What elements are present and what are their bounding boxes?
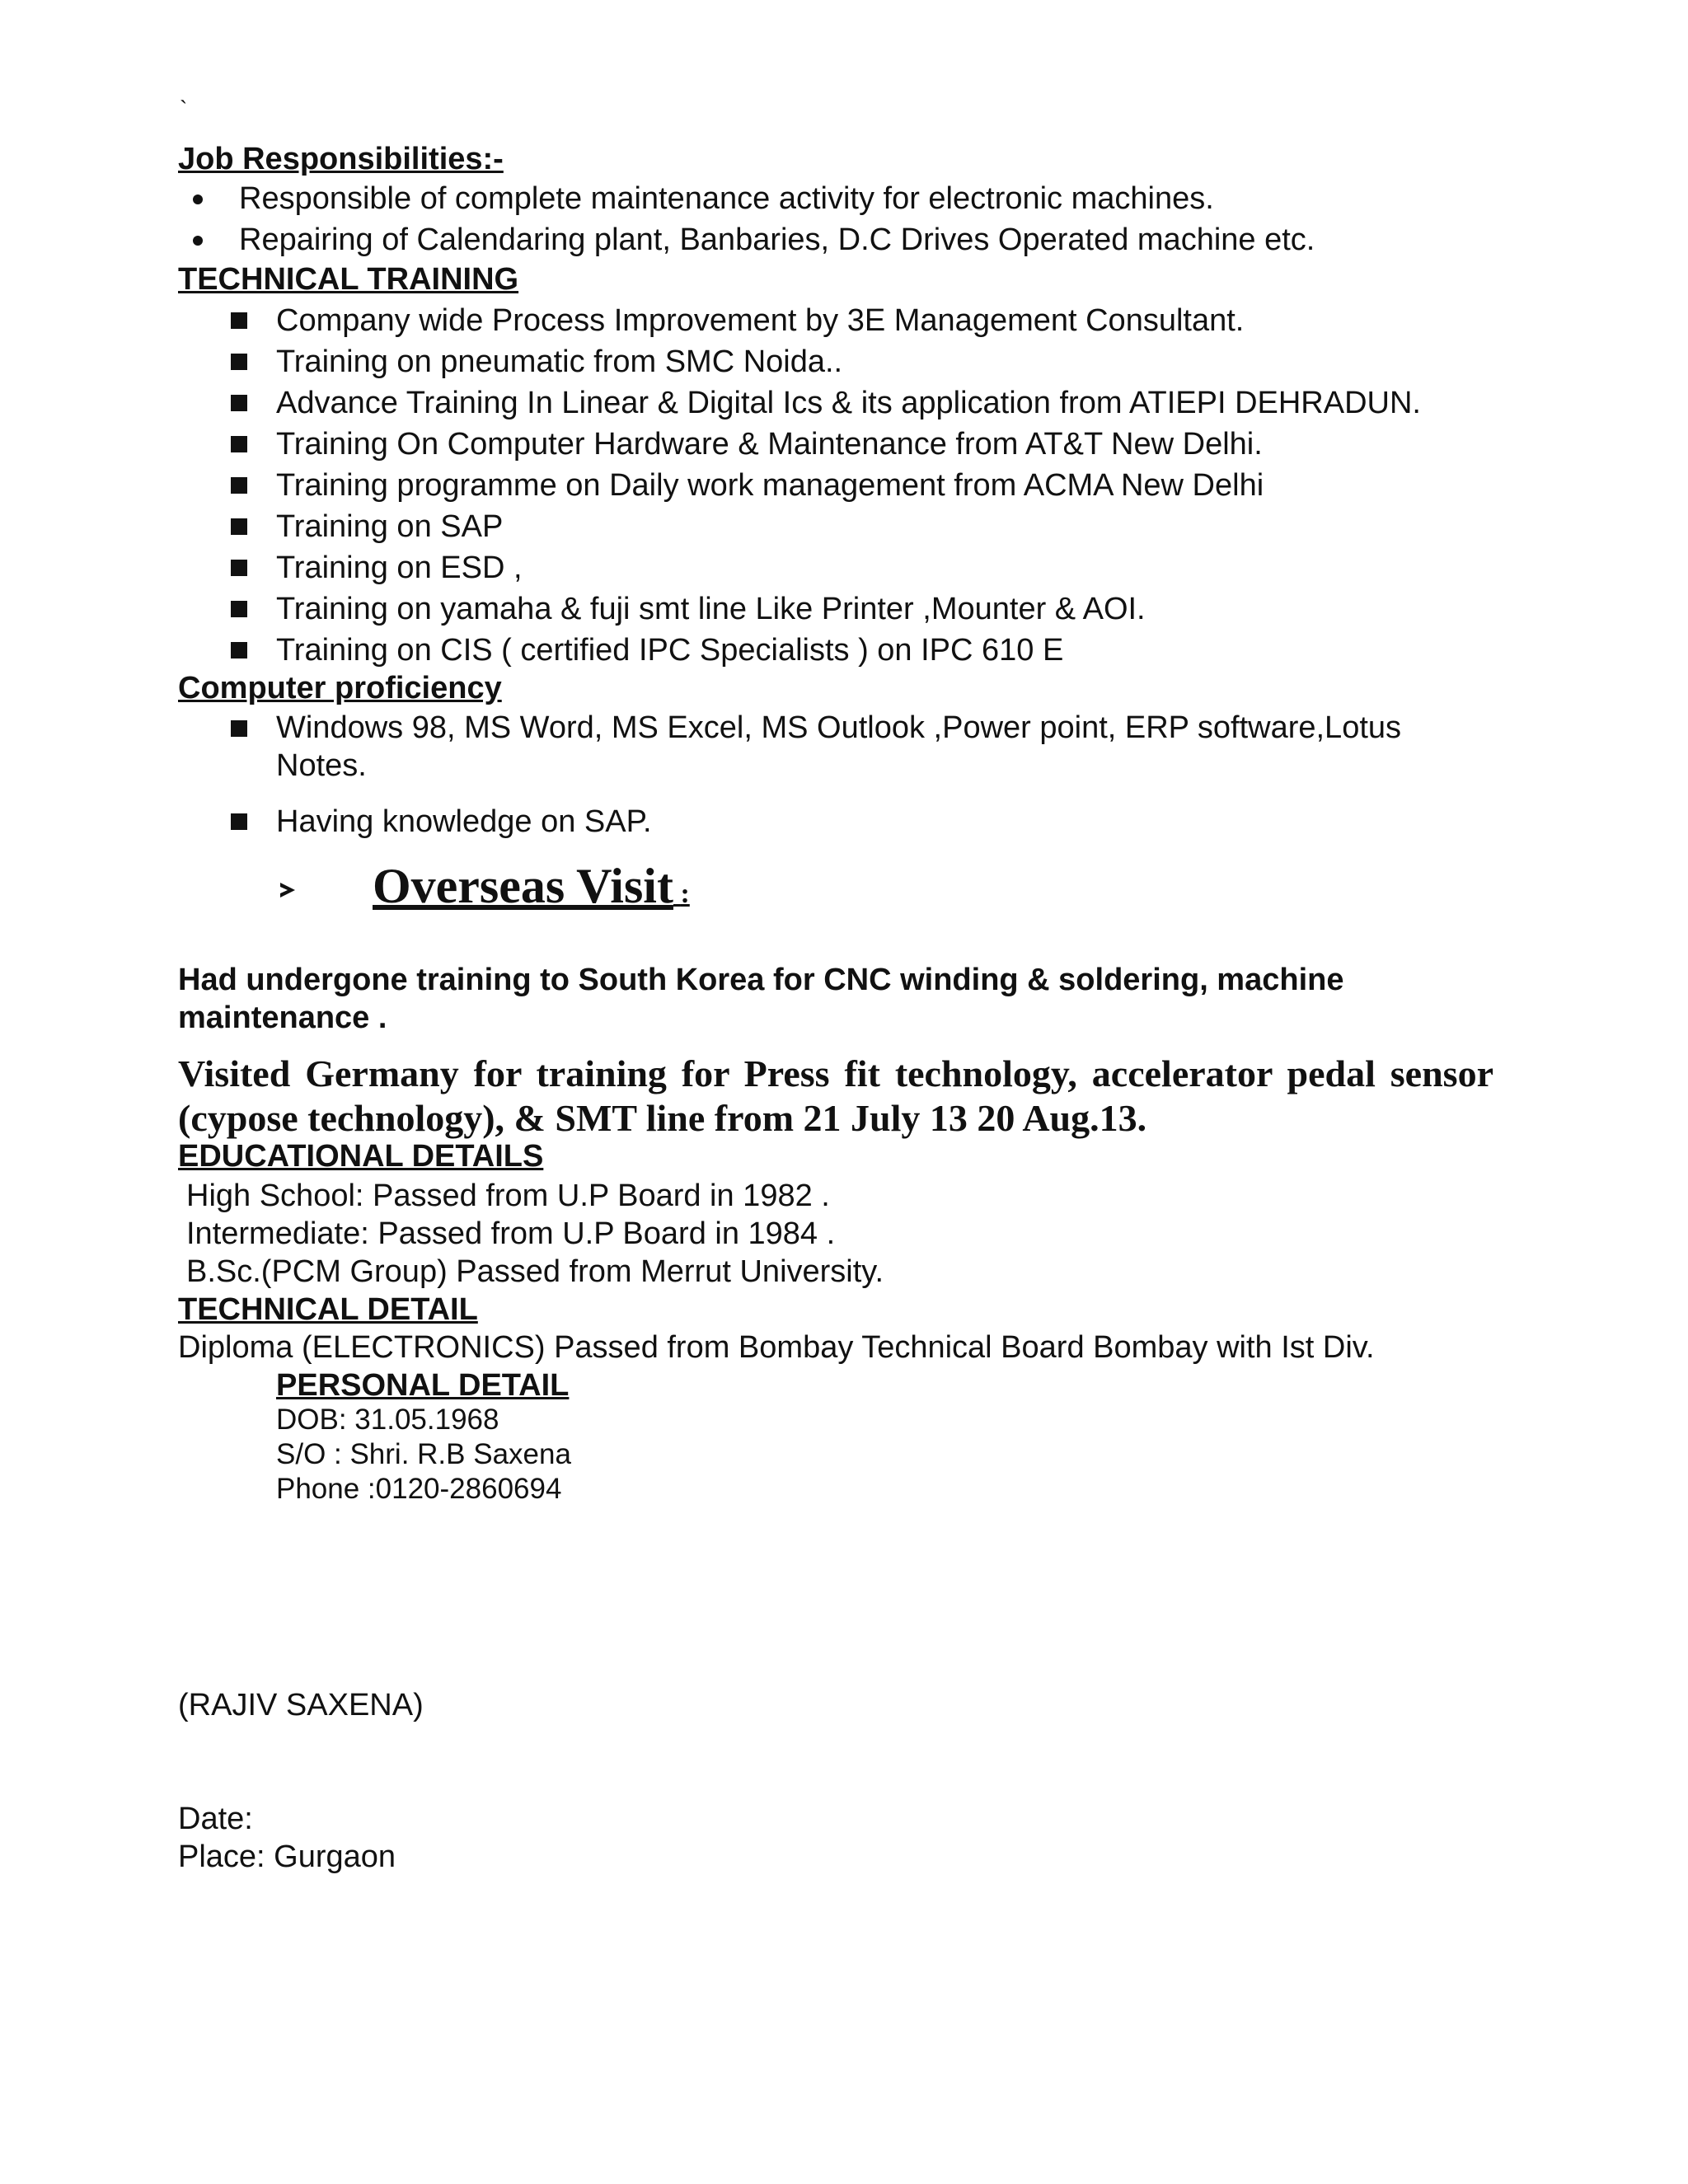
education-item: Intermediate: Passed from U.P Board in 1984 . xyxy=(186,1216,836,1251)
computer-proficiency-item: Windows 98, MS Word, MS Excel, MS Outlook ,Power point, ERP software,Lotus Notes. xyxy=(276,710,1402,783)
dob-text: DOB: 31.05.1968 xyxy=(276,1404,499,1436)
phone-text: Phone :0120-2860694 xyxy=(276,1473,562,1505)
educational-details-heading: EDUCATIONAL DETAILS xyxy=(178,1139,544,1174)
square-bullet-icon xyxy=(231,354,247,370)
training-item: Training on CIS ( certified IPC Specialists ) on IPC 610 E xyxy=(276,633,1064,668)
germany-visit-text: Visited Germany for training for Press fit technology, accelerator pedal sensor (cypose technology), & SMT line from 21 July 13 20 Aug.13. xyxy=(178,1052,1493,1139)
place-text: Place: Gurgaon xyxy=(178,1840,396,1874)
education-item: High School: Passed from U.P Board in 1982 . xyxy=(186,1179,830,1213)
training-item: Training on SAP xyxy=(276,509,504,544)
date-label: Date: xyxy=(178,1802,253,1836)
square-bullet-icon xyxy=(231,813,247,830)
colon-text: : xyxy=(680,879,690,909)
training-item: Advance Training In Linear & Digital Ics & its application from ATIEPI DEHRADUN. xyxy=(276,386,1421,420)
personal-detail-heading: PERSONAL DETAIL xyxy=(276,1368,570,1403)
training-item: Training On Computer Hardware & Maintenance from AT&T New Delhi. xyxy=(276,427,1263,462)
job-responsibility-item: Repairing of Calendaring plant, Banbaries, D.C Drives Operated machine etc. xyxy=(239,223,1315,257)
job-responsibility-item: Responsible of complete maintenance activity for electronic machines. xyxy=(239,181,1214,216)
son-of-text: S/O : Shri. R.B Saxena xyxy=(276,1438,571,1470)
square-bullet-icon xyxy=(231,642,247,658)
overseas-visit-title: Overseas Visit xyxy=(373,859,673,913)
technical-detail-text: Diploma (ELECTRONICS) Passed from Bombay Technical Board Bombay with Ist Div. xyxy=(178,1330,1375,1365)
arrow-bullet-icon xyxy=(280,883,295,898)
disc-bullet-icon xyxy=(193,194,203,204)
square-bullet-icon xyxy=(231,477,247,494)
stray-mark: ` xyxy=(180,96,188,122)
training-item: Company wide Process Improvement by 3E Management Consultant. xyxy=(276,303,1245,338)
square-bullet-icon xyxy=(231,395,247,411)
square-bullet-icon xyxy=(231,720,247,737)
korea-training-text: Had undergone training to South Korea for CNC winding & soldering, machine maintenance . xyxy=(178,963,1344,1035)
square-bullet-icon xyxy=(231,312,247,329)
square-bullet-icon xyxy=(231,560,247,576)
square-bullet-icon xyxy=(231,601,247,617)
job-responsibilities-heading: Job Responsibilities:- xyxy=(178,142,504,176)
training-item: Training programme on Daily work management from ACMA New Delhi xyxy=(276,468,1264,503)
signature-name: (RAJIV SAXENA) xyxy=(178,1688,424,1722)
training-item: Training on yamaha & fuji smt line Like Printer ,Mounter & AOI. xyxy=(276,592,1146,626)
square-bullet-icon xyxy=(231,436,247,452)
overseas-visit-title-line xyxy=(373,857,690,923)
training-item: Training on ESD , xyxy=(276,551,523,585)
square-bullet-icon xyxy=(231,518,247,535)
computer-proficiency-heading: Computer proficiency xyxy=(178,671,502,705)
disc-bullet-icon xyxy=(193,236,203,246)
education-item: B.Sc.(PCM Group) Passed from Merrut University. xyxy=(186,1254,884,1289)
technical-detail-heading: TECHNICAL DETAIL xyxy=(178,1292,478,1327)
overseas-visit-colon xyxy=(673,879,690,909)
training-item: Training on pneumatic from SMC Noida.. xyxy=(276,344,843,379)
computer-proficiency-item: Having knowledge on SAP. xyxy=(276,804,652,839)
technical-training-heading: TECHNICAL TRAINING xyxy=(178,262,519,297)
